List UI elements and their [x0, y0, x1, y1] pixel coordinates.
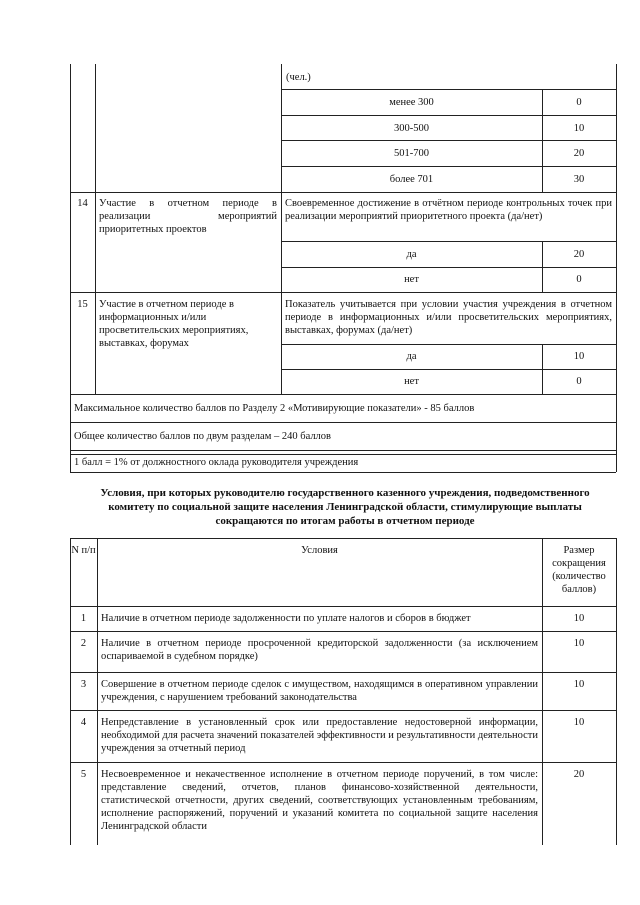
indicator-description: Показатель учитывается при условии участия учреждения в отчетном периоде в информационных и/или просветительских мероприятиях, выставках, форумах (да/нет): [285, 299, 612, 336]
table-row-num: 4: [80, 717, 87, 728]
option-points: 0: [576, 274, 582, 285]
summary-max-points: Максимальное количество баллов по Разделу 2 «Мотивирующие показатели» - 85 баллов: [74, 403, 475, 414]
option-points: 20: [573, 249, 585, 260]
section-title: [70, 486, 620, 528]
option-points: 10: [573, 351, 585, 362]
row-number: 14: [77, 198, 88, 209]
table-row-num: 3: [80, 679, 87, 690]
table-row-condition: Совершение в отчетном периоде сделок с имуществом, находящимся в оперативном управлении учреждения, с нарушением требований законодательства: [101, 679, 538, 703]
table-row-condition: Несвоевременное и некачественное исполнение в отчетном периоде поручений, в том числе: представление сведений, отчетов, планов финансово-хозяйственной деятельности, статистической отчетности, других сведений, соответствующих установленным требованиям, исполнение распоряжений, поручений и указаний комитета по социальной защите населения Ленинградской области: [101, 769, 538, 832]
range-points: 20: [573, 148, 585, 159]
header-reduction: Размер сокращения (количество баллов): [552, 545, 606, 595]
table-row-num: 5: [80, 769, 87, 780]
section-title-line: сокращаются по итогам работы в отчетном периоде: [215, 515, 475, 527]
table-row-condition: Наличие в отчетном периоде задолженности по уплате налогов и сборов в бюджет: [101, 613, 471, 624]
option-points: 0: [576, 376, 582, 387]
header-num: N п/п: [71, 545, 96, 556]
range-condition: 300-500: [394, 123, 429, 134]
table-row-condition: Наличие в отчетном периоде просроченной кредиторской задолженности (за исключением оспариваемой в судебном порядке): [101, 638, 538, 662]
table-row-reduction: 10: [573, 679, 585, 690]
option-label: да: [406, 351, 417, 362]
range-points: 10: [573, 123, 585, 134]
table-row-condition: Непредставление в установленный срок или предоставление недостоверной информации, необходимой для расчета значений показателей эффективности и результативности деятельности учреждения за отчетный период: [101, 717, 538, 754]
header-condition: Условия: [301, 545, 338, 556]
unit-label: (чел.): [286, 72, 311, 83]
indicator-text: Участие в отчетном периоде в реализации мероприятий приоритетных проектов: [99, 198, 277, 235]
table-row-reduction: 10: [573, 613, 585, 624]
option-label: да: [406, 249, 417, 260]
option-label: нет: [404, 274, 419, 285]
table-row-num: 1: [80, 613, 87, 624]
row-number: 15: [77, 299, 88, 310]
range-condition: 501-700: [394, 148, 429, 159]
summary-point-value: 1 балл = 1% от должностного оклада руководителя учреждения: [74, 457, 359, 468]
table-row-reduction: 10: [573, 717, 585, 728]
range-condition: менее 300: [389, 97, 434, 108]
section-title-line: комитету по социальной защите населения Ленинградской области, стимулирующие выплаты: [108, 501, 582, 513]
table-row-reduction: 10: [573, 638, 585, 649]
option-label: нет: [404, 376, 419, 387]
table-row-reduction: 20: [573, 769, 585, 780]
table-row-num: 2: [80, 638, 87, 649]
summary-total-points: Общее количество баллов по двум разделам – 240 баллов: [74, 431, 332, 442]
indicator-text: Участие в отчетном периоде в информационных и/или просветительских мероприятиях, выставках, форумах: [99, 299, 249, 349]
section-title-line: Условия, при которых руководителю государственного казенного учреждения, подведомственного: [100, 487, 590, 499]
range-points: 0: [576, 97, 582, 108]
range-condition: более 701: [389, 174, 434, 185]
indicator-description: Своевременное достижение в отчётном периоде контрольных точек при реализации мероприятий приоритетного проекта (да/нет): [285, 198, 612, 222]
range-points: 30: [573, 174, 585, 185]
